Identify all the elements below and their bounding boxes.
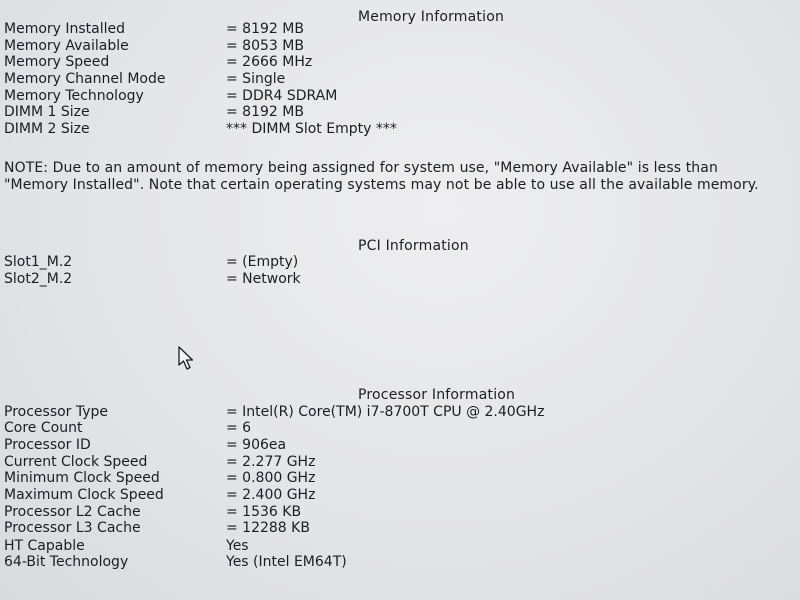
row-value: = 2.277 GHz (226, 454, 316, 470)
memory-section-title: Memory Information (358, 9, 505, 25)
row-label: 64-Bit Technology (4, 554, 129, 570)
row-value: *** DIMM Slot Empty *** (226, 121, 397, 137)
row-label: Core Count (4, 420, 83, 436)
row-label: Slot2_M.2 (4, 271, 73, 287)
row-label: Processor Type (4, 404, 109, 420)
mouse-pointer-icon (178, 346, 196, 372)
row-value: = Network (226, 271, 301, 287)
row-value: = 8192 MB (226, 104, 304, 120)
row-value: Yes (226, 538, 249, 554)
pci-section-title: PCI Information (358, 238, 469, 254)
row-label: DIMM 1 Size (4, 104, 90, 120)
row-label: Memory Speed (4, 54, 110, 70)
row-value: = 2.400 GHz (226, 487, 316, 503)
row-label: Current Clock Speed (4, 454, 148, 470)
row-value: = 6 (226, 420, 252, 436)
row-label: Processor L2 Cache (4, 504, 141, 520)
row-label: DIMM 2 Size (4, 121, 90, 137)
row-value: = 8192 MB (226, 21, 304, 37)
row-label: Minimum Clock Speed (4, 470, 160, 486)
row-label: Maximum Clock Speed (4, 487, 164, 503)
row-label: Memory Installed (4, 21, 126, 37)
row-label: Memory Channel Mode (4, 71, 166, 87)
row-value: = (Empty) (226, 254, 299, 270)
row-label: Slot1_M.2 (4, 254, 73, 270)
row-value: = 12288 KB (226, 520, 310, 536)
processor-section-title: Processor Information (358, 387, 516, 403)
row-value: = 1536 KB (226, 504, 302, 520)
row-value: = 2666 MHz (226, 54, 313, 70)
row-label: Processor L3 Cache (4, 520, 141, 536)
row-value: = Single (226, 71, 286, 87)
row-label: HT Capable (4, 538, 85, 554)
memory-note: NOTE: Due to an amount of memory being assigned for system use, "Memory Available" is less than "Memory Installed". Note that certain operating systems may not be able to use all the available memory. (4, 160, 759, 193)
row-value: = 0.800 GHz (226, 470, 316, 486)
row-label: Memory Available (4, 38, 129, 54)
row-value: = 8053 MB (226, 38, 304, 54)
row-label: Processor ID (4, 437, 91, 453)
row-value: Yes (Intel EM64T) (226, 554, 347, 570)
row-label: Memory Technology (4, 88, 144, 104)
row-value: = DDR4 SDRAM (226, 88, 338, 104)
row-value: = 906ea (226, 437, 287, 453)
row-value: = Intel(R) Core(TM) i7-8700T CPU @ 2.40GHz (226, 404, 545, 420)
